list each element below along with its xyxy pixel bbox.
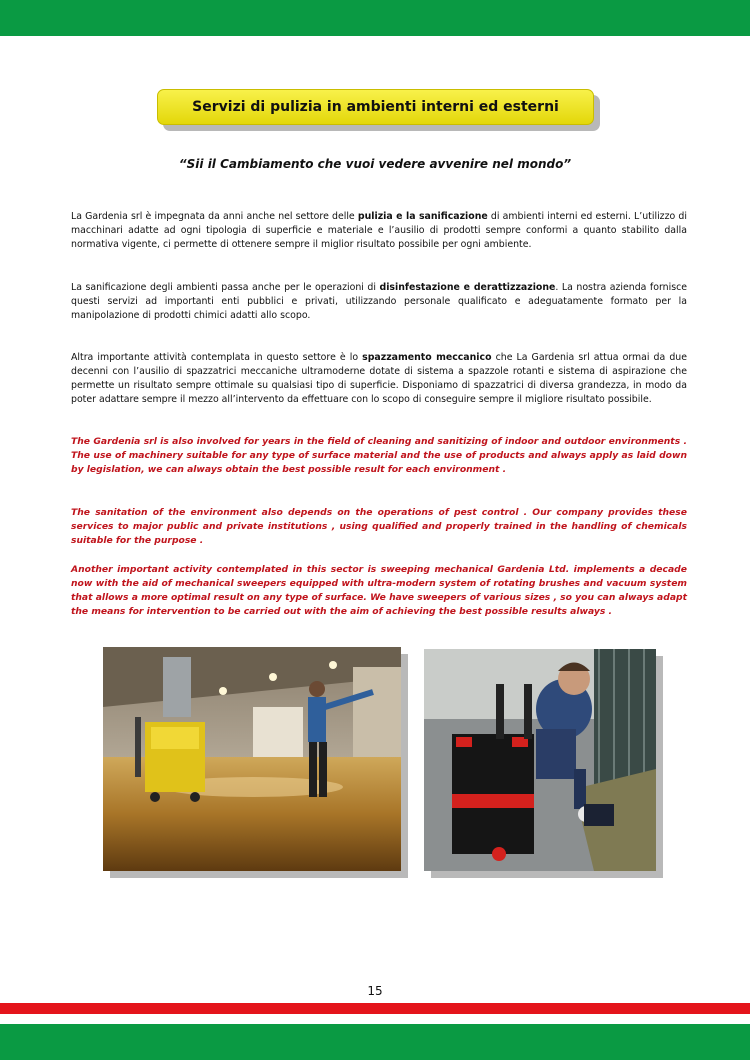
- page-title-text: Servizi di pulizia in ambienti interni ed esterni: [192, 99, 559, 115]
- en-paragraph-3: Another important activity contemplated in this sector is sweeping mechanical Gardenia Ltd. implements a decade now with the aid of mechanical sweepers equipped with ultra-modern system of rotating brushes and vacuum system that allows a more optimal result on any type of surface. We have sweepers of various sizes , so you can always adapt the means for intervention to be carried out with the aim of achieving the best possible results always .: [71, 564, 687, 617]
- page-number: 15: [367, 984, 383, 998]
- quote: “Sii il Cambiamento che vuoi vedere avvenire nel mondo”: [178, 157, 572, 171]
- photo-pest-control: [424, 649, 656, 871]
- en-paragraph-2: The sanitation of the environment also depends on the operations of pest control . Our company provides these services to major public and private institutions , using qualified and properly trained in the handling of chemicals suitable for the purpose .: [71, 507, 687, 546]
- page-title: [157, 89, 594, 125]
- photo-indoor-cleaning: [103, 647, 401, 871]
- bottom-red-band: [0, 1003, 750, 1014]
- en-paragraph-1: The Gardenia srl is also involved for years in the field of cleaning and sanitizing of indoor and outdoor environments . The use of machinery suitable for any type of surface material and the use of products and always apply as laid down by legislation, we can always obtain the best possible result for each environment .: [71, 436, 687, 475]
- it-paragraph-1: La Gardenia srl è impegnata da anni anche nel settore delle pulizia e la sanificazione di ambienti interni ed esterni. L’utilizzo di macchinari adatte ad ogni tipologia di superficie e materiale e l’ausilio di prodotti sempre conformi a quanto stabilito dalla normativa vigente, ci permette di ottenere sempre il miglior risultato possibile per ogni ambiente.: [71, 211, 687, 250]
- it-paragraph-2: La sanificazione degli ambienti passa anche per le operazioni di disinfestazione e derattizzazione. La nostra azienda fornisce questi servizi ad importanti enti pubblici e privati, utilizzando personale qualificato e adeguatamente formato per la manipolazione di prodotti chimici adatti allo scopo.: [71, 282, 688, 321]
- bottom-green-band: [0, 1024, 750, 1060]
- it-paragraph-3: Altra importante attività contemplata in questo settore è lo spazzamento meccanico che La Gardenia srl attua ormai da due decenni con l’ausilio di spazzatrici meccaniche ultramoderne dotate di sistema a spazzole rotanti e sistema di aspirazione che permette un risultato sempre ottimale su qualsiasi tipo di superficie. Disponiamo di spazzatrici di diversa grandezza, in modo da poter adattare sempre il mezzo all’intervento da effettuare con lo scopo di conseguire sempre il migliore risultato possibile.: [71, 352, 687, 405]
- top-green-band: [0, 0, 750, 36]
